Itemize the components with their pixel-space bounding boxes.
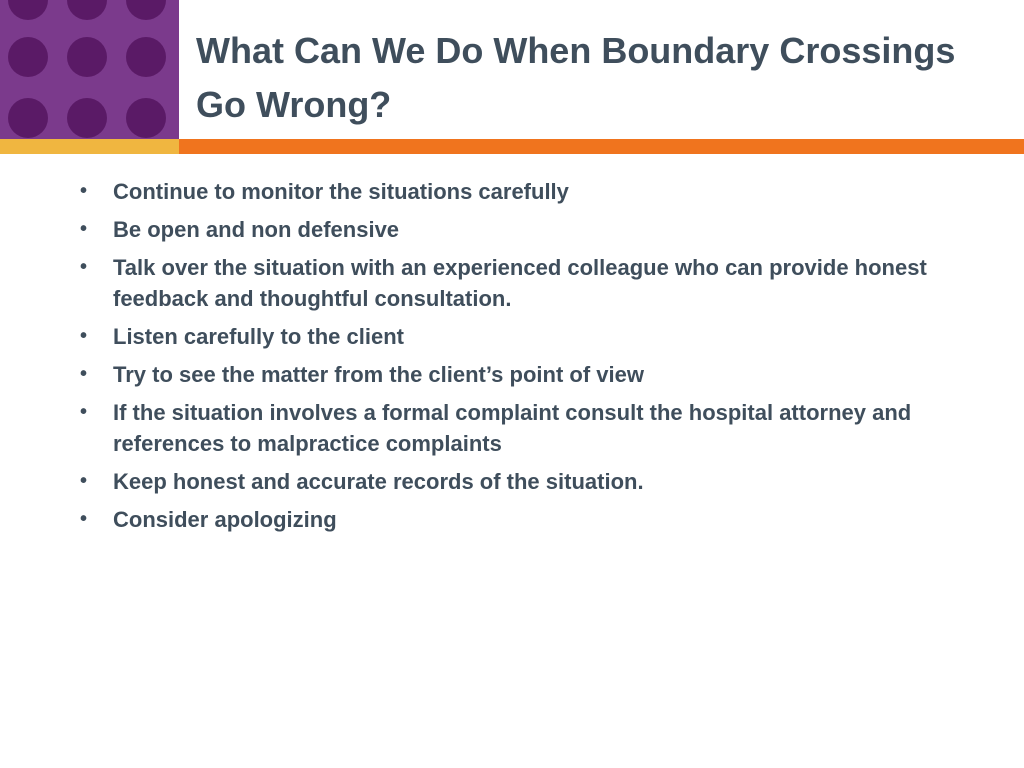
bullet-text: Continue to monitor the situations carefully bbox=[113, 179, 569, 204]
bullet-text: Listen carefully to the client bbox=[113, 324, 404, 349]
bullet-item bbox=[80, 214, 960, 245]
bullet-text: Keep honest and accurate records of the situation. bbox=[113, 469, 644, 494]
bullet-dot: • bbox=[80, 470, 88, 492]
bullet-item bbox=[80, 321, 960, 352]
bullet-dot: • bbox=[80, 256, 88, 278]
bullet-item bbox=[80, 397, 960, 459]
bullet-dot: • bbox=[80, 180, 88, 202]
pattern-dot bbox=[8, 0, 48, 20]
bullet-dot: • bbox=[80, 363, 88, 385]
bullet-list bbox=[80, 176, 960, 542]
pattern-dot bbox=[67, 98, 107, 138]
bullet-item bbox=[80, 466, 960, 497]
bullet-text: Consider apologizing bbox=[113, 507, 337, 532]
bullet-dot: • bbox=[80, 508, 88, 530]
bullet-text: If the situation involves a formal complaint consult the hospital attorney and references to malpractice complaints bbox=[113, 400, 912, 456]
pattern-dot bbox=[126, 37, 166, 77]
bullet-dot: • bbox=[80, 325, 88, 347]
slide-title: What Can We Do When Boundary Crossings Go Wrong? bbox=[196, 30, 956, 125]
accent-bar-yellow bbox=[0, 139, 179, 154]
bullet-text: Try to see the matter from the client’s point of view bbox=[113, 362, 644, 387]
bullet-item bbox=[80, 252, 960, 314]
pattern-dot bbox=[67, 0, 107, 20]
bullet-item bbox=[80, 359, 960, 390]
pattern-dot bbox=[126, 98, 166, 138]
pattern-dot bbox=[126, 0, 166, 20]
accent-bar-orange bbox=[179, 139, 1024, 154]
bullet-item bbox=[80, 176, 960, 207]
bullet-dot: • bbox=[80, 218, 88, 240]
pattern-dot bbox=[67, 37, 107, 77]
bullet-text: Talk over the situation with an experienced colleague who can provide honest feedback and thoughtful consultation. bbox=[113, 255, 927, 311]
bullet-item bbox=[80, 504, 960, 535]
bullet-dot: • bbox=[80, 401, 88, 423]
pattern-dot bbox=[8, 37, 48, 77]
pattern-dot bbox=[8, 98, 48, 138]
bullet-text: Be open and non defensive bbox=[113, 217, 400, 242]
dot-pattern-decoration bbox=[0, 0, 179, 139]
